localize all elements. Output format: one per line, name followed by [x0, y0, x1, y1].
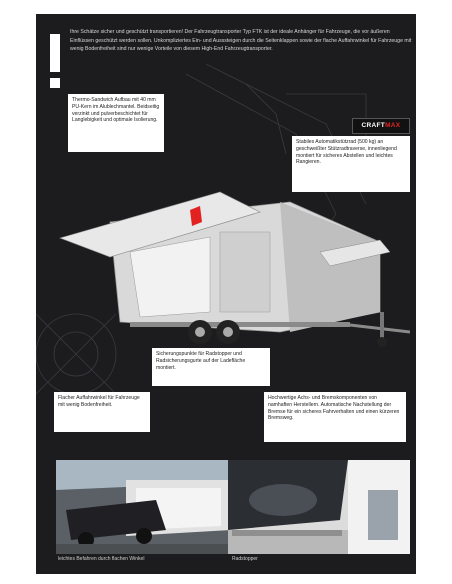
- callout-stuetzrad: Stabiles Automatikstützrad (500 kg) an geschweißter Stützradtraverse, innenliegend montiert für sicheres Abstellen und leichtes Rangieren.: [292, 136, 410, 192]
- callout-achs-bremskomponenten: Hochwertige Achs- und Bremskomponenten von namhaften Herstellern. Automatische Nachstellung der Bremse für ein sicheres Fahrverhalten und einen kürzeren Bremsweg.: [264, 392, 406, 442]
- callout-thermo-sandwich: Thermo-Sandwich Aufbau mit 40 mm PU-Kern im Alublechmantel. Beidseitig verzinkt und pulverbeschichtet für Langlebigkeit und optimale Isolierung.: [68, 94, 164, 152]
- callout-sicherungspunkte: Sicherungspunkte für Radstopper und Radsicherungsgurte auf der Ladefläche montiert.: [152, 348, 270, 386]
- caption-left: leichtes Befahren durch flachen Winkel: [58, 556, 145, 562]
- craftmax-logo: CRAFTMAX: [352, 118, 410, 134]
- photo-loading-car: [56, 460, 244, 554]
- intro-paragraph: Ihre Schätze sicher und geschützt transportieren! Der Fahrzeugtransporter Typ FTK ist der ideale Anhänger für Fahrzeuge, die vor äußeren Einflüssen geschützt werden sollen. Unkompliziertes Ein- und Ausssteigen durch die Seitenklappen sowie der flache Auffahrwinkel für Fahrzeuge mit wenig Bodenfreiheit sind nur wenige Vorteile von diesem High-End Fahrzeugtransporter.: [70, 29, 412, 53]
- exclamation-icon: [44, 32, 66, 90]
- photo-radstopper: [228, 460, 410, 554]
- caption-right: Radstopper: [232, 556, 258, 562]
- callout-flacher-auffahrwinkel: Flacher Auffahrwinkel für Fahrzeuge mit wenig Bodenfreiheit.: [54, 392, 150, 432]
- brochure-page: [36, 14, 416, 574]
- trailer-illustration: [50, 182, 410, 352]
